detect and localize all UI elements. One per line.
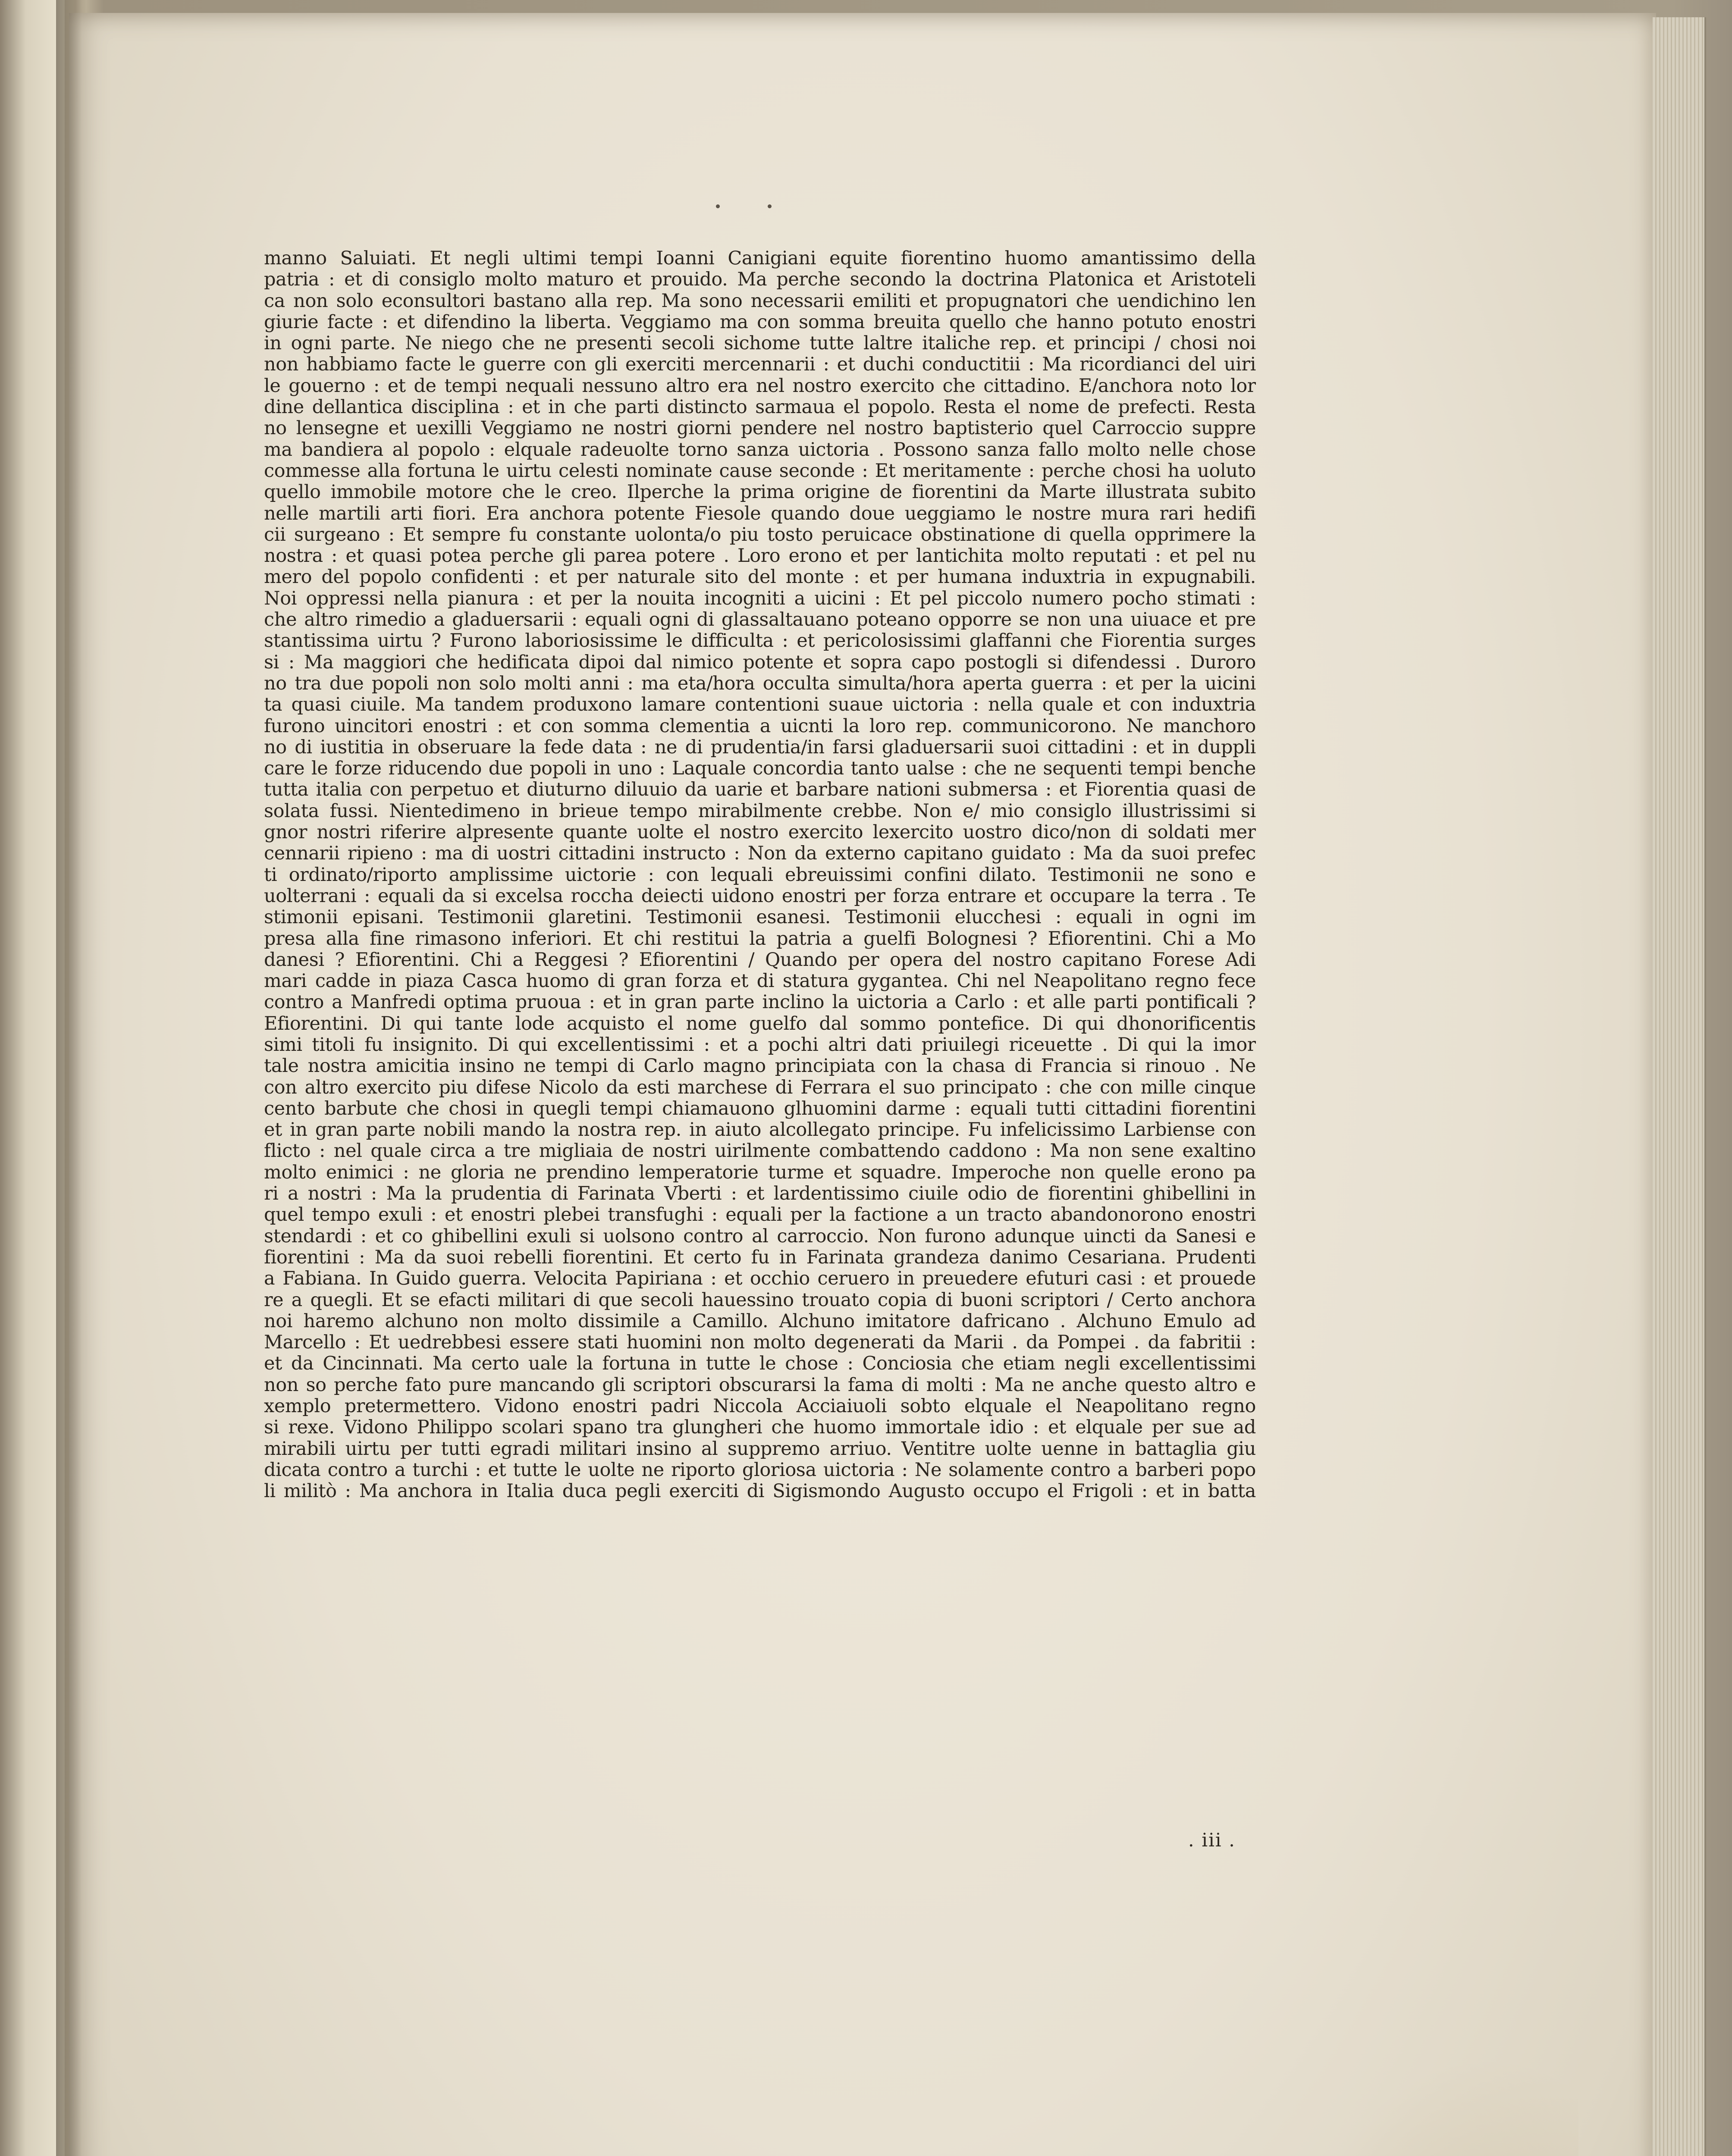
- body-text: [264, 248, 1256, 1502]
- text-line: no tra due popoli non solo molti anni : ma eta/hora occulta simulta/hora aperta guerra : et per la uicini: [264, 673, 1256, 694]
- text-line: stimonii episani. Testimonii glaretini. Testimonii esanesi. Testimonii elucchesi : equali in ogni im: [264, 907, 1256, 928]
- text-line: si rexe. Vidono Philippo scolari spano tra glungheri che huomo immortale idio : et elquale per sue ad: [264, 1417, 1256, 1438]
- text-line: Marcello : Et uedrebbesi essere stati huomini non molto degenerati da Marii . da Pompei . da fabritii :: [264, 1332, 1256, 1354]
- text-line: quel tempo exuli : et enostri plebei transfughi : equali per la factione a un tracto abandonorono enostri: [264, 1204, 1256, 1226]
- text-line: nelle martili arti fiori. Era anchora potente Fiesole quando doue ueggiamo le nostre mura rari hedifi: [264, 503, 1256, 524]
- text-line: danesi ? Efiorentini. Chi a Reggesi ? Efiorentini / Quando per opera del nostro capitano Forese Adi: [264, 949, 1256, 971]
- text-line: manno Saluiati. Et negli ultimi tempi Ioanni Canigiani equite fiorentino huomo amantissimo della: [264, 248, 1256, 269]
- text-line: gnor nostri riferire alpresente quante uolte el nostro exercito lexercito uostro dico/non di soldati mer: [264, 822, 1256, 843]
- text-line: fiorentini : Ma da suoi rebelli fiorentini. Et certo fu in Farinata grandeza danimo Cesariana. Prudenti: [264, 1247, 1256, 1268]
- text-line: cento barbute che chosi in quegli tempi chiamauono glhuomini darme : equali tutti cittadini fiorentini: [264, 1098, 1256, 1119]
- text-line: simi titoli fu insignito. Di qui excellentissimi : et a pochi altri dati priuilegi riceuette . Di qui la imor: [264, 1034, 1256, 1056]
- text-line: furono uincitori enostri : et con somma clementia a uicnti la loro rep. communicorono. Ne manchoro: [264, 715, 1256, 737]
- text-line: nostra : et quasi potea perche gli parea potere . Loro erono et per lantichita molto reputati : et pel nu: [264, 545, 1256, 567]
- text-line: cii surgeano : Et sempre fu constante uolonta/o piu tosto peruicace obstinatione di quella opprimere la: [264, 524, 1256, 545]
- text-line: care le forze riducendo due popoli in uno : Laquale concordia tanto ualse : che ne sequenti tempi benche: [264, 758, 1256, 780]
- text-line: tutta italia con perpetuo et diuturno diluuio da uarie et barbare nationi submersa : et Fiorentia quasi de: [264, 779, 1256, 801]
- text-line: Efiorentini. Di qui tante lode acquisto el nome guelfo dal sommo pontefice. Di qui dhonorificentis: [264, 1013, 1256, 1034]
- ornament-dots: [716, 203, 776, 211]
- text-line: con altro exercito piu difese Nicolo da esti marchese di Ferrara el suo principato : che con mille cinque: [264, 1077, 1256, 1098]
- text-line: commesse alla fortuna le uirtu celesti nominate cause seconde : Et meritamente : perche chosi ha uoluto: [264, 460, 1256, 482]
- text-line: mari cadde in piaza Casca huomo di gran forza et di statura gygantea. Chi nel Neapolitano regno fece: [264, 971, 1256, 992]
- text-line: mero del popolo confidenti : et per naturale sito del monte : et per humana induxtria in expugnabili.: [264, 567, 1256, 588]
- text-line: non so perche fato pure mancando gli scriptori obscurarsi la fama di molti : Ma ne anche questo altro e: [264, 1374, 1256, 1396]
- gutter-shadow: [56, 0, 82, 2156]
- text-line: et da Cincinnati. Ma certo uale la fortuna in tutte le chose : Conciosia che etiam negli excellentissimi: [264, 1353, 1256, 1375]
- text-line: a Fabiana. In Guido guerra. Velocita Papiriana : et occhio ceruero in preuedere efuturi casi : et prouede: [264, 1268, 1256, 1290]
- text-line: stendardi : et co ghibellini exuli si uolsono contro al carroccio. Non furono adunque uincti da Sanesi e: [264, 1225, 1256, 1247]
- text-line: ta quasi ciuile. Ma tandem produxono lamare contentioni suaue uictoria : nella quale et con induxtria: [264, 694, 1256, 716]
- text-line: no di iustitia in obseruare la fede data : ne di prudentia/in farsi gladuersarii suoi cittadini : et in duppli: [264, 736, 1256, 758]
- stacked-page-edges: [1653, 17, 1706, 2156]
- left-page-edge: [0, 0, 65, 2156]
- text-line: si : Ma maggiori che hedificata dipoi dal nimico potente et sopra capo postogli si difendessi . Duroro: [264, 652, 1256, 673]
- text-line: noi haremo alchuno non molto dissimile a Camillo. Alchuno imitatore dafricano . Alchuno Emulo ad: [264, 1310, 1256, 1332]
- text-line: ma bandiera al popolo : elquale radeuolte torno sanza uictoria . Possono sanza fallo molto nelle chose: [264, 439, 1256, 461]
- text-line: xemplo pretermettero. Vidono enostri padri Niccola Acciaiuoli sobto elquale el Neapolitano regno: [264, 1396, 1256, 1417]
- page-stain: [1277, 2057, 1578, 2156]
- text-line: solata fussi. Nientedimeno in brieue tempo mirabilmente crebbe. Non e/ mio consiglo illustrissimi si: [264, 800, 1256, 822]
- text-line: che altro rimedio a gladuersarii : equali ogni di glassaltauano poteano opporre se non una uiuace et pre: [264, 609, 1256, 631]
- text-line: et in gran parte nobili mando la nostra rep. in aiuto alcollegato principe. Fu infelicissimo Larbiense con: [264, 1119, 1256, 1141]
- text-line: ca non solo econsultori bastano alla rep. Ma sono necessarii emiliti et propugnatori che uendichino len: [264, 290, 1256, 312]
- text-line: ti ordinato/riporto amplissime uictorie : con lequali ebreuissimi confini dilato. Testimonii ne sono e: [264, 864, 1256, 886]
- signature-mark: . iii .: [1188, 1830, 1236, 1851]
- text-line: contro a Manfredi optima pruoua : et in gran parte inclino la uictoria a Carlo : et alle parti pontificali ?: [264, 992, 1256, 1013]
- text-line: li militò : Ma anchora in Italia duca pegli exerciti di Sigismondo Augusto occupo el Frigoli : et in batta: [264, 1481, 1256, 1502]
- text-line: dicata contro a turchi : et tutte le uolte ne riporto gloriosa uictoria : Ne solamente contro a barberi popo: [264, 1459, 1256, 1481]
- text-line: presa alla fine rimasono inferiori. Et chi restitui la patria a guelfi Bolognesi ? Efiorentini. Chi a Mo: [264, 928, 1256, 950]
- text-line: non habbiamo facte le guerre con gli exerciti mercennarii : et duchi conductitii : Ma ricordianci del uiri: [264, 354, 1256, 376]
- text-line: re a quegli. Et se efacti militari di que secoli hauessino trouato copia di buoni scriptori / Certo anchora: [264, 1289, 1256, 1311]
- text-line: dine dellantica disciplina : et in che parti distincto sarmaua el popolo. Resta el nome de prefecti. Resta: [264, 397, 1256, 418]
- text-line: stantissima uirtu ? Furono laboriosissime le difficulta : et pericolosissimi glaffanni che Fiorentia surges: [264, 630, 1256, 652]
- text-line: mirabili uirtu per tutti egradi militari insino al suppremo arriuo. Ventitre uolte uenne in battaglia giu: [264, 1438, 1256, 1460]
- text-line: Noi oppressi nella pianura : et per la nouita incogniti a uicini : Et pel piccolo numero pocho stimati :: [264, 588, 1256, 609]
- text-line: uolterrani : equali da si excelsa roccha deiecti uidono enostri per forza entrare et occupare la terra . Te: [264, 885, 1256, 907]
- text-line: ri a nostri : Ma la prudentia di Farinata Vberti : et lardentissimo ciuile odio de fiorentini ghibellini in: [264, 1183, 1256, 1205]
- text-line: flicto : nel quale circa a tre migliaia de nostri uirilmente combattendo caddono : Ma non sene exaltino: [264, 1141, 1256, 1162]
- text-line: giurie facte : et difendino la liberta. Veggiamo ma con somma breuita quello che hanno potuto enostri: [264, 311, 1256, 333]
- text-line: no lensegne et uexilli Veggiamo ne nostri giorni pendere nel nostro baptisterio quel Carroccio suppre: [264, 418, 1256, 439]
- text-line: cennarii ripieno : ma di uostri cittadini instructo : Non da externo capitano guidato : Ma da suoi prefec: [264, 843, 1256, 865]
- text-line: tale nostra amicitia insino ne tempi di Carlo magno principiata con la chasa di Francia si rinouo . Ne: [264, 1056, 1256, 1077]
- text-line: in ogni parte. Ne niego che ne presenti secoli sichome tutte laltre italiche rep. et principi / chosi noi: [264, 333, 1256, 354]
- text-line: le gouerno : et de tempi nequali nessuno altro era nel nostro exercito che cittadino. E/anchora noto lor: [264, 375, 1256, 397]
- text-line: quello immobile motore che le creo. Ilperche la prima origine de fiorentini da Marte illustrata subito: [264, 482, 1256, 503]
- text-line: patria : et di consiglo molto maturo et prouido. Ma perche secondo la doctrina Platonica et Aristoteli: [264, 269, 1256, 291]
- text-line: molto enimici : ne gloria ne prendino lemperatorie turme et squadre. Imperoche non quelle erono pa: [264, 1162, 1256, 1183]
